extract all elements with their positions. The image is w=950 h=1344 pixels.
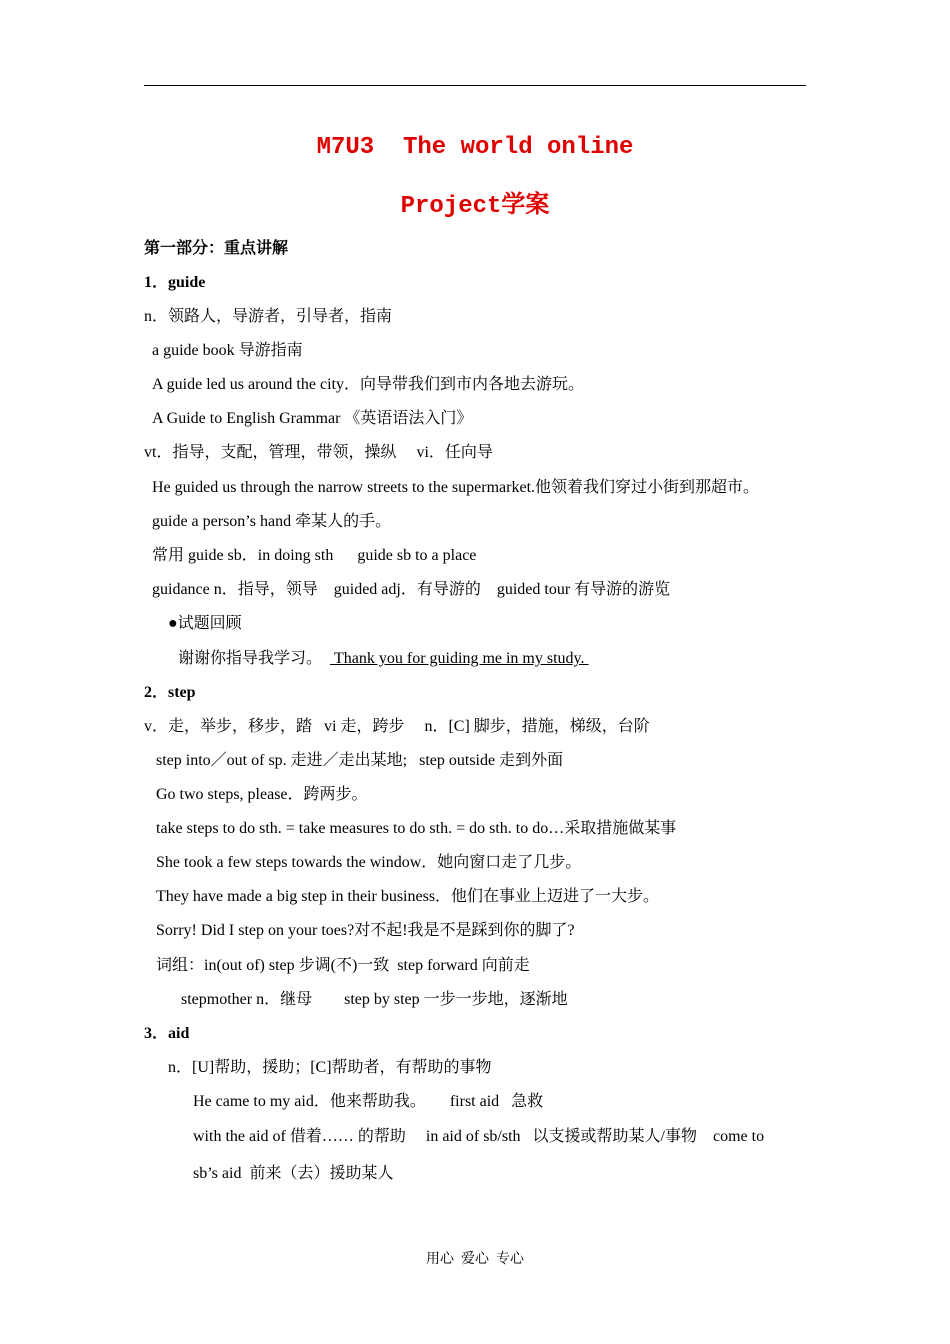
item-heading-step: 2．step	[144, 684, 196, 701]
example-line: A Guide to English Grammar 《英语语法入门》	[152, 410, 473, 427]
definition-line: n．领路人，导游者，引导者，指南	[144, 308, 393, 325]
derivatives-line: guidance n．指导，领导 guided adj．有导游的 guided tour 有导游的游览	[152, 581, 671, 598]
definition-line: vt．指导，支配，管理，带领，操纵 vi．任向导	[144, 444, 493, 461]
phrases-line: with the aid of 借着…… 的帮助 in aid of sb/sth 以支援或帮助某人/事物 come to	[193, 1128, 765, 1145]
exercise-prompt	[178, 649, 589, 669]
header-rule	[144, 85, 806, 86]
definition-line: v．走，举步，移步，踏 vi 走，跨步 n．[C] 脚步，措施，梯级，台阶	[144, 718, 650, 735]
document-title: M7U3 The world online	[316, 134, 634, 161]
example-line: They have made a big step in their business．他们在事业上迈进了一大步。	[156, 888, 660, 905]
page-footer: 用心 爱心 专心	[426, 1252, 524, 1267]
definition-line: n．[U]帮助，援助；[C]帮助者，有帮助的事物	[168, 1059, 492, 1076]
exercise-question: 谢谢你指导我学习。	[178, 650, 323, 667]
phrases-line: stepmother n．继母 step by step 一步一步地，逐渐地	[181, 991, 568, 1008]
phrases-line: 词组：in(out of) step 步调(不)一致 step forward 向前走	[156, 957, 530, 974]
example-line: a guide book 导游指南	[152, 342, 303, 359]
example-line: guide a person’s hand 牵某人的手。	[152, 513, 392, 530]
document-subtitle: Project学案	[400, 193, 550, 220]
usage-line: 常用 guide sb．in doing sth guide sb to a place	[152, 547, 477, 564]
example-line: He guided us through the narrow streets to the supermarket.他领着我们穿过小街到那超市。	[152, 479, 760, 496]
item-heading-aid: 3．aid	[144, 1025, 190, 1042]
phrases-line: sb’s aid 前来（去）援助某人	[193, 1165, 394, 1182]
exercise-review-label: ●试题回顾	[168, 615, 242, 632]
example-line: She took a few steps towards the window．她向窗口走了几步。	[156, 854, 582, 871]
example-line: step into／out of sp. 走进／走出某地; step outside 走到外面	[156, 752, 564, 769]
section-heading: 第一部分：重点讲解	[144, 240, 289, 257]
example-line: He came to my aid．他来帮助我。 first aid 急救	[193, 1093, 544, 1110]
example-line: A guide led us around the city．向导带我们到市内各地去游玩。	[152, 376, 584, 393]
item-heading-guide: 1．guide	[144, 274, 206, 291]
example-line: take steps to do sth. = take measures to do sth. = do sth. to do…采取措施做某事	[156, 820, 677, 837]
exercise-answer: Thank you for guiding me in my study.	[330, 650, 589, 667]
example-line: Sorry! Did I step on your toes?对不起!我是不是踩到你的脚了?	[156, 922, 575, 939]
example-line: Go two steps, please．跨两步。	[156, 786, 368, 803]
